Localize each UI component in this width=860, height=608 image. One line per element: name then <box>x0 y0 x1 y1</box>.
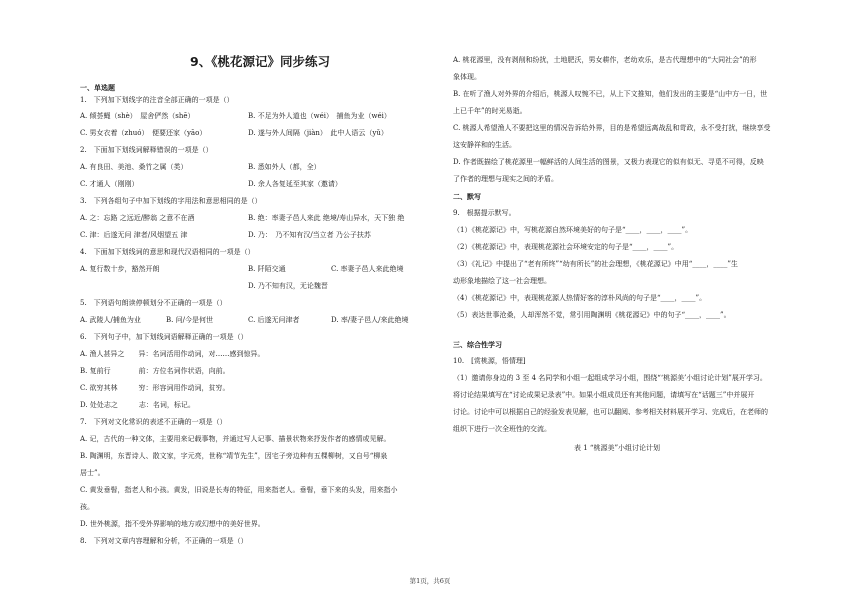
question-2-option-d: D. 余人各复延至其家（邀请） <box>248 180 342 188</box>
question-7-stem: 7. 下列对文化常识的表述不正确的一项是（） <box>80 418 227 426</box>
question-4-option-a: A. 复行数十步，豁然开朗 <box>80 265 160 273</box>
question-1-option-b: B. 不足为外人道也（wéi） 捕鱼为业（wéi） <box>248 112 391 120</box>
question-8-option-b-line2: 上已千年”的时光易逝。 <box>453 107 527 115</box>
question-8-option-b-line1: B. 在听了渔人对外界的介绍后，桃源人叹惋不已，从上下文推知，他们发出的主要是“山中方一日，世 <box>453 90 768 98</box>
question-8-option-c-line1: C. 桃源人希望渔人不要把这里的情况告诉给外界，目的是希望远离战乱和苛政，永不受打扰，继续享受 <box>453 124 771 132</box>
question-8-option-d-line2: 了作者的理想与现实之间的矛盾。 <box>453 175 558 183</box>
question-1-option-d: D. 遂与外人间隔（jiàn） 此中人语云（yǔ） <box>248 129 388 137</box>
question-7-option-d: D. 世外桃源，指不受外界影响的地方或幻想中的美好世界。 <box>80 520 265 528</box>
question-1-stem: 1. 下列加下划线字的注音全部正确的一项是（） <box>80 96 234 104</box>
question-7-option-c-line2: 孩。 <box>80 503 94 511</box>
question-3-stem: 3. 下列各组句子中加下划线的字用法和意思相同的是（） <box>80 197 262 205</box>
question-6-option-b: B. 复前行 前：方位名词作状语，向前。 <box>80 367 230 375</box>
question-6-option-a: A. 渔人甚异之 异：名词活用作动词，对……感到惊异。 <box>80 350 265 358</box>
question-2-option-a: A. 有良田、美池、桑竹之属（类） <box>80 163 188 171</box>
question-2-option-b: B. 悉如外人（都，全） <box>248 163 321 171</box>
question-3-option-a: A. 之：忘路 之远近/醉翁 之意不在酒 <box>80 214 195 222</box>
question-10-paragraph-line3: 讨论。讨论中可以根据自己的经验发表见解，也可以翻阅、参考相关材料展开学习、完成后，在老师的 <box>453 408 768 416</box>
question-3-option-c: C. 津：后遂无问 津者/风烟望五 津 <box>80 231 188 239</box>
question-8-option-a-line1: A. 桃花源里，没有剥削和纷扰，土地肥沃，男女耕作，老幼欢乐，是古代理想中的“大同社会”的形 <box>453 56 757 64</box>
question-1-option-c: C. 男女衣着（zhuó） 便要还家（yāo） <box>80 129 207 137</box>
section-heading-single-choice: 一、单选题 <box>80 84 115 92</box>
question-9-item-1: （1）《桃花源记》中，写桃花源自然环境美好的句子是“____，____，____”。 <box>453 226 693 234</box>
page-title: 9、《桃花源记》同步练习 <box>190 54 330 69</box>
question-8-option-a-line2: 象体现。 <box>453 73 481 81</box>
question-1-option-a: A. 倾荟蝇（shè） 屋舍俨然（shē） <box>80 112 195 120</box>
question-3-option-b: B. 绝：率妻子邑人来此 绝境/寿山异水，天下独 绝 <box>248 214 405 222</box>
question-4-option-c: C. 率妻子邑人来此绝境 <box>331 265 404 273</box>
question-7-option-b-line2: 居士”。 <box>80 469 105 477</box>
question-8-stem: 8. 下列对文章内容理解和分析，不正确的一项是（） <box>80 537 248 545</box>
table-caption: 表 1 “桃源美”小组讨论计划 <box>573 444 661 452</box>
section-heading-integrated-learning: 三、综合性学习 <box>453 341 502 349</box>
page-footer: 第1页，共6页 <box>409 577 451 585</box>
question-4-option-b: B. 阡陌交通 <box>248 265 286 273</box>
question-9-item-3-line2: 动形象地描绘了这一社会理想。 <box>453 277 551 285</box>
question-6-option-c: C. 欲穷其林 穷：形容词用作动词，贫穷。 <box>80 384 230 392</box>
question-2-stem: 2. 下面加下划线词解释错误的一项是（） <box>80 146 213 154</box>
question-9-item-5: （5）表达世事沧桑，人却浑然不觉，常引用陶渊明《桃花源记》中的句子“____，____”。 <box>453 311 731 319</box>
question-6-option-d: D. 处处志之 志：名词，标记。 <box>80 401 195 409</box>
question-7-option-c-line1: C. 黄发垂髫，指老人和小孩。黄发，旧说是长寿的特征，用来指老人。垂髫，垂下来的头发，用来指小 <box>80 486 398 494</box>
question-9-item-2: （2）《桃花源记》中，表现桃花源社会环境安定的句子是“____，____”。 <box>453 243 679 251</box>
question-9-item-3-line1: （3）《礼记》中提出了“老有所终”“幼有所长”的社会理想，《桃花源记》中用“____，____”生 <box>453 260 738 268</box>
question-3-option-d: D. 乃： 乃不知有汉/当立者 乃公子扶苏 <box>248 231 371 239</box>
question-9-stem: 9. 根据提示默写。 <box>453 209 516 217</box>
question-4-option-d: D. 乃不知有汉，无论魏晋 <box>248 282 328 290</box>
question-6-stem: 6. 下列句子中，加下划线词语解释正确的一项是（） <box>80 333 248 341</box>
question-5-option-c: C. 后遂无问津者 <box>248 316 300 324</box>
question-7-option-b-line1: B. 陶渊明，东晋诗人、散文家，字元亮，世称“靖节先生”，因宅子旁边种有五棵柳树，又自号“柳泉 <box>80 452 388 460</box>
question-9-item-4: （4）《桃花源记》中，表现桃花源人热情好客的淳朴风尚的句子是“____，____”。 <box>453 294 707 302</box>
question-5-stem: 5. 下列语句朗读停顿划分不正确的一项是（） <box>80 299 227 307</box>
question-4-stem: 4. 下面加下划线词的意思和现代汉语相同的一项是（） <box>80 248 255 256</box>
question-5-option-a: A. 武陵人/捕鱼为业 <box>80 316 141 324</box>
question-10-paragraph-line2: 将讨论结果填写在“讨论成果记录表”中。如果小组成员还有其他问题，请填写在“话题三”中并展开 <box>453 391 755 399</box>
question-5-option-d: D. 率/妻子邑人/来此绝境 <box>331 316 409 324</box>
question-5-option-b: B. 问/今是何世 <box>166 316 213 324</box>
question-10-paragraph-line1: （1）邀请你身边的 3 至 4 名同学和小组一起组成学习小组，围绕“‘桃源美’小组讨论计划”展开学习。 <box>453 374 767 382</box>
question-10-stem: 10. [赏桃源，悟情理] <box>453 357 526 365</box>
question-8-option-c-line2: 这安静祥和的生活。 <box>453 141 516 149</box>
question-2-option-c: C. 才通人（刚刚） <box>80 180 139 188</box>
question-7-option-a: A. 记，古代的一种文体，主要用来记载事物，并通过写人记事、描景状物来抒发作者的感情或见解。 <box>80 435 391 443</box>
question-10-paragraph-line4: 组织下进行一次全班性的交流。 <box>453 425 551 433</box>
question-8-option-d-line1: D. 作者既描绘了桃花源里一幅鲜活的人间生活的图景，又极力表现它的似有似无、寻觅不可得，反映 <box>453 158 764 166</box>
section-heading-dictation: 二、默写 <box>453 193 481 201</box>
